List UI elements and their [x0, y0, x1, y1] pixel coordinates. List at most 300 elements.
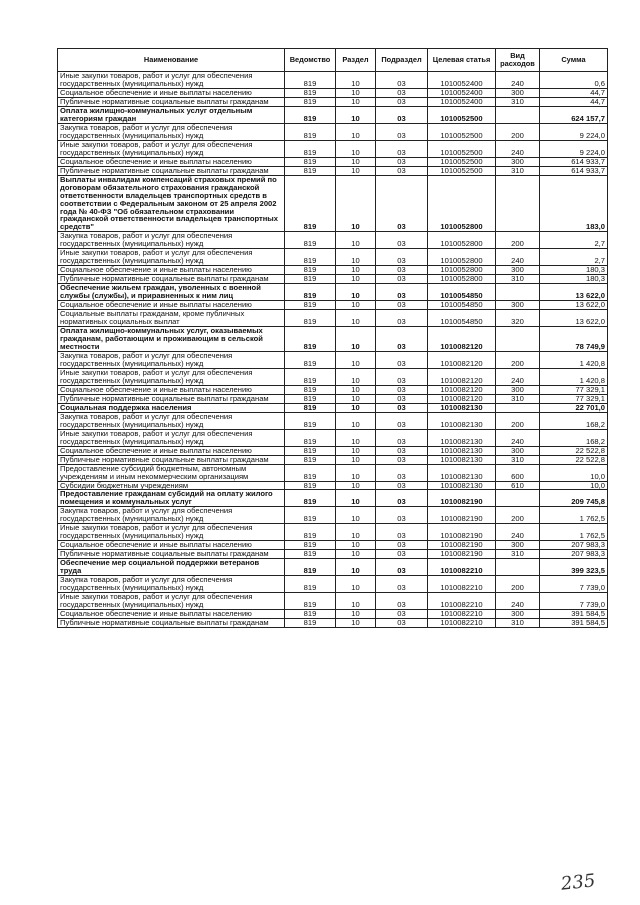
cell-section: 10: [336, 175, 376, 232]
table-row: [58, 429, 608, 446]
cell-sum: 1 420,8: [540, 368, 608, 385]
cell-exp-type: [496, 106, 540, 123]
table-row: [58, 403, 608, 412]
cell-name: Закупка товаров, работ и услуг для обеспечения государственных (муниципальных) нужд: [58, 412, 285, 429]
cell-sum: 10,0: [540, 481, 608, 490]
page-number: 235: [559, 870, 597, 895]
cell-exp-type: [496, 490, 540, 507]
cell-name: Оплата жилищно-коммунальных услуг, оказываемых гражданам, работающим и проживающим в сельской местности: [58, 327, 285, 352]
cell-exp-type: 300: [496, 541, 540, 550]
cell-section: 10: [336, 351, 376, 368]
cell-dept: 819: [285, 301, 336, 310]
cell-exp-type: [496, 559, 540, 576]
cell-target: 1010082130: [428, 464, 496, 481]
cell-target: 1010052500: [428, 157, 496, 166]
cell-name: Иные закупки товаров, работ и услуг для обеспечения государственных (муниципальных) нужд: [58, 524, 285, 541]
cell-subsection: 03: [376, 619, 428, 628]
cell-subsection: 03: [376, 455, 428, 464]
cell-exp-type: 310: [496, 275, 540, 284]
cell-dept: 819: [285, 88, 336, 97]
cell-name: Предоставление субсидий бюджетным, автономным учреждениям и иным некоммерческим организациям: [58, 464, 285, 481]
cell-target: 1010082190: [428, 524, 496, 541]
cell-target: 1010082120: [428, 351, 496, 368]
table-row: [58, 301, 608, 310]
cell-target: 1010052400: [428, 97, 496, 106]
cell-dept: 819: [285, 610, 336, 619]
cell-dept: 819: [285, 464, 336, 481]
cell-sum: 399 323,5: [540, 559, 608, 576]
cell-section: 10: [336, 559, 376, 576]
cell-sum: 614 933,7: [540, 157, 608, 166]
cell-target: 1010052800: [428, 232, 496, 249]
cell-target: 1010082130: [428, 429, 496, 446]
cell-dept: 819: [285, 593, 336, 610]
cell-subsection: 03: [376, 412, 428, 429]
cell-name: Социальное обеспечение и иные выплаты населению: [58, 301, 285, 310]
cell-section: 10: [336, 123, 376, 140]
table-row: [58, 412, 608, 429]
cell-sum: 77 329,1: [540, 394, 608, 403]
cell-dept: 819: [285, 576, 336, 593]
cell-name: Социальное обеспечение и иные выплаты населению: [58, 266, 285, 275]
cell-name: Субсидии бюджетным учреждениям: [58, 481, 285, 490]
cell-sum: 13 622,0: [540, 310, 608, 327]
cell-sum: 209 745,8: [540, 490, 608, 507]
cell-subsection: 03: [376, 550, 428, 559]
cell-dept: 819: [285, 455, 336, 464]
cell-sum: 180,3: [540, 266, 608, 275]
cell-dept: 819: [285, 175, 336, 232]
cell-exp-type: 310: [496, 394, 540, 403]
cell-exp-type: 310: [496, 166, 540, 175]
cell-sum: 0,6: [540, 72, 608, 89]
cell-section: 10: [336, 455, 376, 464]
cell-target: 1010082120: [428, 385, 496, 394]
cell-name: Обеспечение мер социальной поддержки ветеранов труда: [58, 559, 285, 576]
cell-target: 1010052400: [428, 72, 496, 89]
cell-sum: 22 522,8: [540, 455, 608, 464]
cell-name: Социальное обеспечение и иные выплаты населению: [58, 385, 285, 394]
cell-name: Предоставление гражданам субсидий на оплату жилого помещения и коммунальных услуг: [58, 490, 285, 507]
cell-subsection: 03: [376, 106, 428, 123]
cell-name: Иные закупки товаров, работ и услуг для обеспечения государственных (муниципальных) нужд: [58, 368, 285, 385]
cell-section: 10: [336, 610, 376, 619]
table-row: [58, 327, 608, 352]
cell-subsection: 03: [376, 123, 428, 140]
cell-sum: 77 329,1: [540, 385, 608, 394]
table-row: [58, 619, 608, 628]
cell-dept: 819: [285, 351, 336, 368]
cell-target: 1010052500: [428, 123, 496, 140]
cell-name: Оплата жилищно-коммунальных услуг отдельным категориям граждан: [58, 106, 285, 123]
cell-sum: 1 762,5: [540, 507, 608, 524]
cell-target: 1010082190: [428, 507, 496, 524]
header-sum: Сумма: [540, 49, 608, 72]
cell-name: Закупка товаров, работ и услуг для обеспечения государственных (муниципальных) нужд: [58, 507, 285, 524]
cell-sum: 614 933,7: [540, 166, 608, 175]
table-row: [58, 385, 608, 394]
cell-target: 1010052800: [428, 175, 496, 232]
cell-target: 1010054850: [428, 310, 496, 327]
cell-exp-type: 240: [496, 429, 540, 446]
cell-section: 10: [336, 97, 376, 106]
table-row: [58, 310, 608, 327]
cell-name: Социальное обеспечение и иные выплаты населению: [58, 157, 285, 166]
cell-section: 10: [336, 249, 376, 266]
cell-dept: 819: [285, 123, 336, 140]
cell-section: 10: [336, 550, 376, 559]
cell-exp-type: 300: [496, 88, 540, 97]
cell-sum: 2,7: [540, 249, 608, 266]
cell-sum: 391 584,5: [540, 610, 608, 619]
cell-section: 10: [336, 301, 376, 310]
table-row: [58, 490, 608, 507]
table-row: [58, 166, 608, 175]
cell-dept: 819: [285, 403, 336, 412]
cell-dept: 819: [285, 327, 336, 352]
table-row: [58, 284, 608, 301]
cell-subsection: 03: [376, 541, 428, 550]
cell-section: 10: [336, 157, 376, 166]
cell-dept: 819: [285, 559, 336, 576]
cell-subsection: 03: [376, 610, 428, 619]
cell-subsection: 03: [376, 368, 428, 385]
table-row: [58, 106, 608, 123]
cell-dept: 819: [285, 429, 336, 446]
cell-name: Обеспечение жильем граждан, уволенных с военной службы (службы), и приравненных к ним лиц: [58, 284, 285, 301]
table-row: [58, 524, 608, 541]
cell-exp-type: 300: [496, 301, 540, 310]
cell-exp-type: 300: [496, 157, 540, 166]
table-row: [58, 140, 608, 157]
cell-subsection: 03: [376, 351, 428, 368]
cell-sum: 22 522,8: [540, 446, 608, 455]
cell-dept: 819: [285, 249, 336, 266]
cell-sum: 624 157,7: [540, 106, 608, 123]
table-row: [58, 275, 608, 284]
cell-dept: 819: [285, 550, 336, 559]
cell-exp-type: 600: [496, 464, 540, 481]
cell-section: 10: [336, 403, 376, 412]
cell-name: Закупка товаров, работ и услуг для обеспечения государственных (муниципальных) нужд: [58, 351, 285, 368]
cell-sum: 1 420,8: [540, 351, 608, 368]
cell-exp-type: 310: [496, 97, 540, 106]
table-row: [58, 394, 608, 403]
cell-name: Социальное обеспечение и иные выплаты населению: [58, 446, 285, 455]
cell-exp-type: [496, 403, 540, 412]
table-body: [58, 72, 608, 628]
cell-exp-type: 300: [496, 446, 540, 455]
cell-dept: 819: [285, 140, 336, 157]
cell-exp-type: [496, 175, 540, 232]
cell-name: Закупка товаров, работ и услуг для обеспечения государственных (муниципальных) нужд: [58, 576, 285, 593]
cell-dept: 819: [285, 412, 336, 429]
cell-exp-type: [496, 284, 540, 301]
cell-subsection: 03: [376, 97, 428, 106]
cell-exp-type: 200: [496, 412, 540, 429]
cell-subsection: 03: [376, 301, 428, 310]
cell-subsection: 03: [376, 507, 428, 524]
cell-dept: 819: [285, 490, 336, 507]
cell-target: 1010082210: [428, 559, 496, 576]
table-row: [58, 175, 608, 232]
cell-subsection: 03: [376, 481, 428, 490]
cell-name: Публичные нормативные социальные выплаты гражданам: [58, 394, 285, 403]
cell-subsection: 03: [376, 166, 428, 175]
cell-dept: 819: [285, 232, 336, 249]
cell-section: 10: [336, 140, 376, 157]
cell-exp-type: 200: [496, 507, 540, 524]
budget-table: [57, 48, 608, 628]
cell-sum: 13 622,0: [540, 284, 608, 301]
cell-exp-type: 300: [496, 610, 540, 619]
cell-dept: 819: [285, 385, 336, 394]
cell-name: Социальное обеспечение и иные выплаты населению: [58, 541, 285, 550]
cell-section: 10: [336, 576, 376, 593]
table-row: [58, 559, 608, 576]
cell-section: 10: [336, 412, 376, 429]
cell-sum: 9 224,0: [540, 123, 608, 140]
cell-dept: 819: [285, 106, 336, 123]
cell-dept: 819: [285, 275, 336, 284]
table-row: [58, 123, 608, 140]
cell-section: 10: [336, 88, 376, 97]
table-row: [58, 157, 608, 166]
cell-section: 10: [336, 106, 376, 123]
cell-target: 1010082120: [428, 368, 496, 385]
cell-section: 10: [336, 232, 376, 249]
header-section: Раздел: [336, 49, 376, 72]
cell-target: 1010052800: [428, 266, 496, 275]
cell-subsection: 03: [376, 284, 428, 301]
cell-name: Иные закупки товаров, работ и услуг для обеспечения государственных (муниципальных) нужд: [58, 593, 285, 610]
cell-subsection: 03: [376, 88, 428, 97]
cell-dept: 819: [285, 310, 336, 327]
cell-section: 10: [336, 619, 376, 628]
cell-dept: 819: [285, 507, 336, 524]
cell-section: 10: [336, 490, 376, 507]
cell-dept: 819: [285, 284, 336, 301]
cell-name: Иные закупки товаров, работ и услуг для обеспечения государственных (муниципальных) нужд: [58, 72, 285, 89]
cell-sum: 180,3: [540, 275, 608, 284]
table-header-row: [58, 49, 608, 72]
cell-subsection: 03: [376, 394, 428, 403]
cell-section: 10: [336, 310, 376, 327]
cell-target: 1010082130: [428, 455, 496, 464]
cell-exp-type: [496, 327, 540, 352]
table-row: [58, 464, 608, 481]
cell-sum: 7 739,0: [540, 593, 608, 610]
cell-name: Публичные нормативные социальные выплаты гражданам: [58, 455, 285, 464]
cell-exp-type: 200: [496, 351, 540, 368]
cell-target: 1010082210: [428, 610, 496, 619]
cell-section: 10: [336, 429, 376, 446]
cell-subsection: 03: [376, 593, 428, 610]
cell-exp-type: 310: [496, 619, 540, 628]
cell-name: Социальная поддержка населения: [58, 403, 285, 412]
cell-subsection: 03: [376, 429, 428, 446]
table-row: [58, 97, 608, 106]
cell-sum: 168,2: [540, 429, 608, 446]
cell-section: 10: [336, 266, 376, 275]
header-exp-type: Вид расходов: [496, 49, 540, 72]
table-row: [58, 550, 608, 559]
cell-subsection: 03: [376, 249, 428, 266]
cell-subsection: 03: [376, 385, 428, 394]
cell-sum: 10,0: [540, 464, 608, 481]
cell-exp-type: 240: [496, 593, 540, 610]
cell-sum: 13 622,0: [540, 301, 608, 310]
table-row: [58, 351, 608, 368]
cell-target: 1010082120: [428, 394, 496, 403]
cell-sum: 7 739,0: [540, 576, 608, 593]
cell-target: 1010052800: [428, 249, 496, 266]
cell-exp-type: 240: [496, 140, 540, 157]
cell-sum: 207 983,3: [540, 550, 608, 559]
cell-dept: 819: [285, 266, 336, 275]
cell-exp-type: 200: [496, 576, 540, 593]
cell-name: Выплаты инвалидам компенсаций страховых премий по договорам обязательного страхования гражданской ответственности владельцев транспортных средств в соответствии с Федеральным законом от 25 апреля 2002 года № 40-ФЗ "Об обязательном страховании гражданской ответственности владельцев транспортных средств": [58, 175, 285, 232]
header-subsection: Подраздел: [376, 49, 428, 72]
cell-subsection: 03: [376, 524, 428, 541]
cell-name: Иные закупки товаров, работ и услуг для обеспечения государственных (муниципальных) нужд: [58, 140, 285, 157]
cell-exp-type: 240: [496, 249, 540, 266]
cell-target: 1010082130: [428, 412, 496, 429]
cell-exp-type: 610: [496, 481, 540, 490]
header-target: Целевая статья: [428, 49, 496, 72]
cell-section: 10: [336, 284, 376, 301]
cell-subsection: 03: [376, 157, 428, 166]
table-row: [58, 446, 608, 455]
cell-name: Закупка товаров, работ и услуг для обеспечения государственных (муниципальных) нужд: [58, 123, 285, 140]
cell-subsection: 03: [376, 232, 428, 249]
cell-name: Иные закупки товаров, работ и услуг для обеспечения государственных (муниципальных) нужд: [58, 249, 285, 266]
cell-name: Закупка товаров, работ и услуг для обеспечения государственных (муниципальных) нужд: [58, 232, 285, 249]
cell-target: 1010052800: [428, 275, 496, 284]
cell-exp-type: 300: [496, 385, 540, 394]
cell-target: 1010082210: [428, 593, 496, 610]
cell-target: 1010082190: [428, 490, 496, 507]
cell-exp-type: 240: [496, 524, 540, 541]
cell-subsection: 03: [376, 446, 428, 455]
cell-sum: 9 224,0: [540, 140, 608, 157]
cell-subsection: 03: [376, 310, 428, 327]
cell-name: Социальные выплаты гражданам, кроме публичных нормативных социальных выплат: [58, 310, 285, 327]
cell-name: Публичные нормативные социальные выплаты гражданам: [58, 97, 285, 106]
table-row: [58, 541, 608, 550]
cell-sum: 2,7: [540, 232, 608, 249]
cell-sum: 44,7: [540, 88, 608, 97]
table-row: [58, 72, 608, 89]
table-row: [58, 232, 608, 249]
cell-section: 10: [336, 327, 376, 352]
table-row: [58, 266, 608, 275]
cell-target: 1010054850: [428, 301, 496, 310]
cell-target: 1010082210: [428, 576, 496, 593]
table-row: [58, 368, 608, 385]
cell-section: 10: [336, 464, 376, 481]
cell-target: 1010082130: [428, 481, 496, 490]
cell-name: Социальное обеспечение и иные выплаты населению: [58, 88, 285, 97]
cell-sum: 168,2: [540, 412, 608, 429]
cell-dept: 819: [285, 166, 336, 175]
cell-section: 10: [336, 593, 376, 610]
table-row: [58, 593, 608, 610]
cell-dept: 819: [285, 72, 336, 89]
header-dept: Ведомство: [285, 49, 336, 72]
cell-subsection: 03: [376, 140, 428, 157]
table-row: [58, 481, 608, 490]
cell-exp-type: 200: [496, 232, 540, 249]
cell-target: 1010082130: [428, 403, 496, 412]
table-row: [58, 610, 608, 619]
cell-dept: 819: [285, 446, 336, 455]
cell-subsection: 03: [376, 464, 428, 481]
cell-target: 1010082130: [428, 446, 496, 455]
cell-target: 1010052500: [428, 140, 496, 157]
cell-sum: 44,7: [540, 97, 608, 106]
cell-exp-type: 240: [496, 368, 540, 385]
cell-target: 1010052500: [428, 166, 496, 175]
cell-subsection: 03: [376, 490, 428, 507]
cell-target: 1010052400: [428, 88, 496, 97]
cell-dept: 819: [285, 157, 336, 166]
cell-dept: 819: [285, 394, 336, 403]
cell-section: 10: [336, 446, 376, 455]
header-name: Наименование: [58, 49, 285, 72]
cell-subsection: 03: [376, 266, 428, 275]
cell-sum: 391 584,5: [540, 619, 608, 628]
cell-name: Публичные нормативные социальные выплаты гражданам: [58, 619, 285, 628]
cell-subsection: 03: [376, 327, 428, 352]
cell-exp-type: 310: [496, 455, 540, 464]
cell-subsection: 03: [376, 559, 428, 576]
cell-sum: 78 749,9: [540, 327, 608, 352]
cell-section: 10: [336, 166, 376, 175]
cell-name: Иные закупки товаров, работ и услуг для обеспечения государственных (муниципальных) нужд: [58, 429, 285, 446]
table-row: [58, 576, 608, 593]
cell-target: 1010082190: [428, 550, 496, 559]
cell-subsection: 03: [376, 72, 428, 89]
table-row: [58, 455, 608, 464]
cell-section: 10: [336, 72, 376, 89]
cell-section: 10: [336, 507, 376, 524]
cell-sum: 22 701,0: [540, 403, 608, 412]
cell-name: Социальное обеспечение и иные выплаты населению: [58, 610, 285, 619]
cell-name: Публичные нормативные социальные выплаты гражданам: [58, 166, 285, 175]
cell-dept: 819: [285, 524, 336, 541]
cell-subsection: 03: [376, 175, 428, 232]
cell-section: 10: [336, 541, 376, 550]
cell-dept: 819: [285, 368, 336, 385]
cell-exp-type: 320: [496, 310, 540, 327]
cell-section: 10: [336, 394, 376, 403]
cell-dept: 819: [285, 619, 336, 628]
cell-dept: 819: [285, 481, 336, 490]
cell-exp-type: 200: [496, 123, 540, 140]
cell-dept: 819: [285, 97, 336, 106]
cell-target: 1010082210: [428, 619, 496, 628]
cell-target: 1010082120: [428, 327, 496, 352]
cell-sum: 207 983,3: [540, 541, 608, 550]
cell-target: 1010082190: [428, 541, 496, 550]
cell-section: 10: [336, 385, 376, 394]
cell-subsection: 03: [376, 275, 428, 284]
table-row: [58, 249, 608, 266]
cell-sum: 183,0: [540, 175, 608, 232]
table-row: [58, 507, 608, 524]
cell-exp-type: 300: [496, 266, 540, 275]
